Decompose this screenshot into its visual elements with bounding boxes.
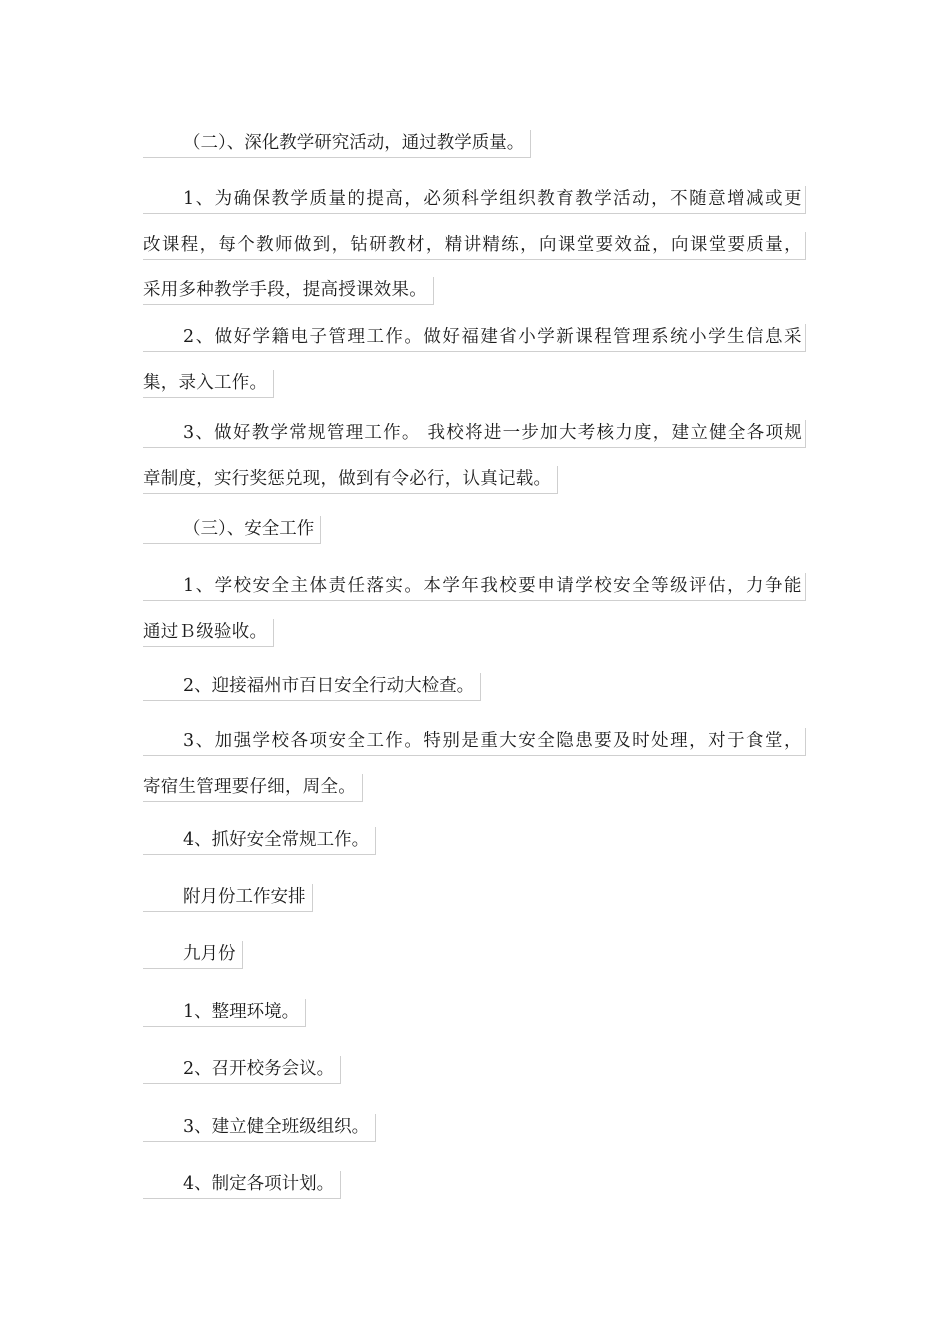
paragraph-safety-responsibility: [143, 567, 806, 652]
text-line: 4、制定各项计划。: [143, 1171, 341, 1199]
text-line-wrapper: [143, 324, 806, 364]
text-line: 1、为确保教学质量的提高，必须科学组织教育教学活动，不随意增减或更: [143, 186, 806, 214]
text-line: 3、加强学校各项安全工作。特别是重大安全隐患要及时处理，对于食堂，: [143, 728, 806, 756]
paragraph-safety-work: [143, 722, 806, 807]
text-line: （三）、安全工作: [143, 516, 321, 544]
paragraph-september-heading: [143, 935, 806, 975]
text-line: 附月份工作安排: [143, 884, 313, 912]
text-line: 3、建立健全班级组织。: [143, 1114, 376, 1142]
paragraph-september-item-2: [143, 1050, 806, 1090]
paragraph-september-item-4: [143, 1165, 806, 1205]
text-line: 寄宿生管理要仔细，周全。: [143, 774, 363, 802]
text-line: 1、整理环境。: [143, 999, 306, 1027]
text-line-wrapper: [143, 186, 806, 226]
text-line: 改课程，每个教师做到，钻研教材，精讲精练，向课堂要效益，向课堂要质量，: [143, 232, 806, 260]
text-line-wrapper: [143, 420, 806, 460]
text-line-wrapper: [143, 728, 806, 768]
text-line-wrapper: [143, 364, 806, 404]
paragraph-monthly-schedule-heading: [143, 878, 806, 918]
text-line: 3、做好教学常规管理工作。 我校将进一步加大考核力度，建立健全各项规: [143, 420, 806, 448]
paragraph-section-2-heading: [143, 124, 806, 164]
text-line: 4、抓好安全常规工作。: [143, 827, 376, 855]
text-line: 2、做好学籍电子管理工作。做好福建省小学新课程管理系统小学生信息采: [143, 324, 806, 352]
text-line-wrapper: [143, 271, 806, 311]
paragraph-safety-routine: [143, 821, 806, 861]
paragraph-september-item-1: [143, 993, 806, 1033]
text-line: 采用多种教学手段，提高授课效果。: [143, 277, 434, 305]
text-line-wrapper: [143, 613, 806, 653]
text-line-wrapper: [143, 768, 806, 808]
text-line: （二）、深化教学研究活动，通过教学质量。: [143, 130, 531, 158]
paragraph-section-3-heading: [143, 510, 806, 550]
text-line-wrapper: [143, 460, 806, 500]
text-line: 1、学校安全主体责任落实。本学年我校要申请学校安全等级评估，力争能: [143, 573, 806, 601]
text-line: 集，录入工作。: [143, 370, 274, 398]
text-line: 2、迎接福州市百日安全行动大检查。: [143, 673, 481, 701]
text-line-wrapper: [143, 232, 806, 272]
paragraph-safety-inspection: [143, 667, 806, 707]
paragraph-teaching-quality: [143, 180, 806, 311]
text-line: 2、召开校务会议。: [143, 1056, 341, 1084]
paragraph-student-records: [143, 318, 806, 403]
text-line: 通过Ｂ级验收。: [143, 619, 274, 647]
text-line: 九月份: [143, 941, 243, 969]
text-line-wrapper: [143, 573, 806, 613]
paragraph-routine-management: [143, 414, 806, 499]
paragraph-september-item-3: [143, 1108, 806, 1148]
text-line: 章制度，实行奖惩兑现，做到有令必行，认真记载。: [143, 466, 558, 494]
